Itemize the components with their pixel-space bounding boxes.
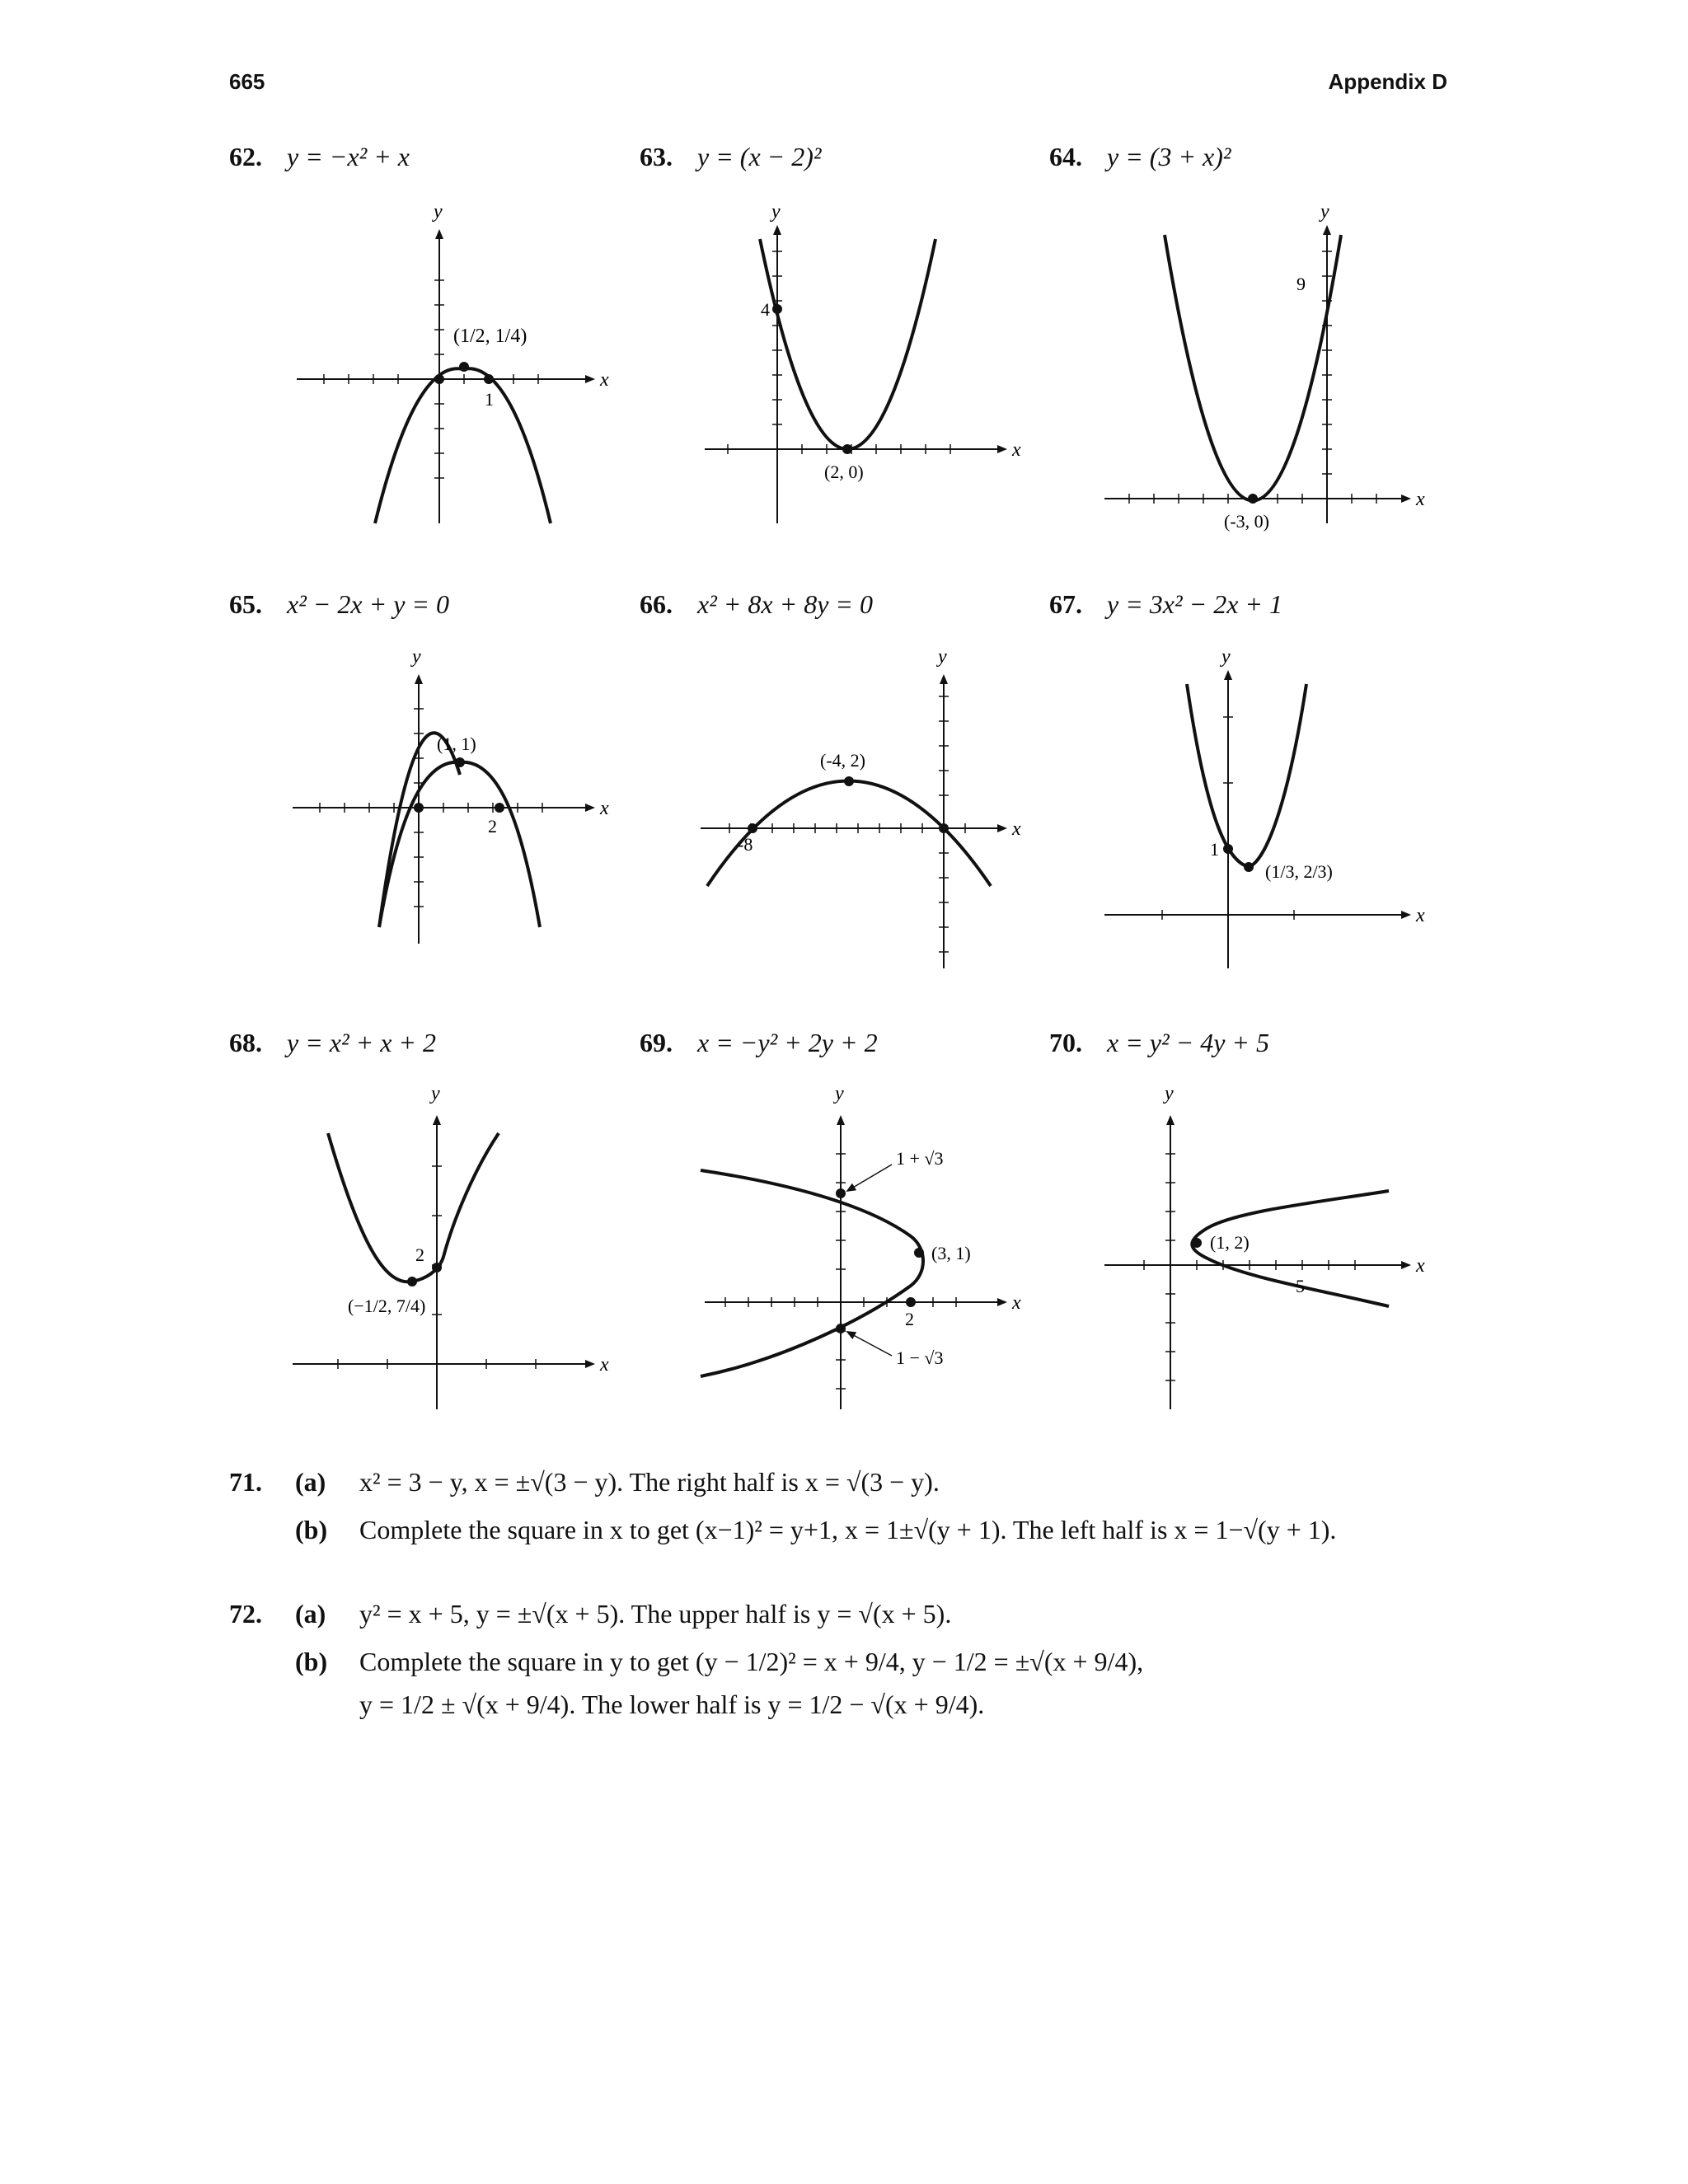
part-text: y² = x + 5, y = ±√(x + 5). The upper half is y = √(x + 5).: [359, 1599, 952, 1629]
parabola-curve: [375, 368, 551, 523]
point: [484, 374, 494, 384]
vertex-label: (-3, 0): [1224, 511, 1269, 532]
problem-68: [229, 1028, 436, 1058]
intercept-label: 1: [485, 389, 494, 410]
problem-equation: y = x² + x + 2: [287, 1028, 436, 1057]
vertex-point: [844, 776, 854, 786]
intercept-label: 5: [1296, 1276, 1305, 1296]
point: [836, 1324, 846, 1333]
vertex-label: (1, 1): [437, 733, 476, 754]
parabola-curve: [1165, 235, 1341, 501]
problem-equation: x = −y² + 2y + 2: [697, 1028, 878, 1057]
intercept-label: 4: [761, 299, 770, 320]
x-axis-label: x: [1012, 439, 1021, 461]
point: [1223, 844, 1233, 854]
answer-72: [229, 1599, 1465, 1722]
y-axis-label: y: [431, 1083, 440, 1104]
part-text: y = 1/2 ± √(x + 9/4). The lower half is y = 1/2 − √(x + 9/4).: [359, 1690, 985, 1719]
parabola-curve: [328, 1133, 499, 1282]
part-label: (b): [295, 1515, 328, 1544]
x-axis-label: x: [1416, 1255, 1425, 1277]
problem-number: 66.: [640, 589, 673, 619]
point: [432, 1263, 442, 1272]
vertex-label: (−1/2, 7/4): [348, 1296, 426, 1316]
problem-number: 64.: [1049, 142, 1082, 171]
part-text: Complete the square in x to get (x−1)² = y+1, x = 1±√(y + 1). The left half is x = 1−√(y + 1).: [359, 1515, 1337, 1544]
vertex-label: (1/3, 2/3): [1265, 861, 1333, 882]
problem-equation: y = 3x² − 2x + 1: [1107, 589, 1282, 619]
y-axis-label: y: [771, 201, 781, 223]
x-axis-label: x: [1416, 905, 1425, 926]
parabola-curve: [760, 239, 935, 449]
point: [836, 1188, 846, 1198]
x-axis-label: x: [600, 369, 609, 391]
intercept-label: 2: [905, 1309, 914, 1329]
y-axis-label: y: [1320, 201, 1329, 223]
vertex-point: [842, 444, 852, 454]
problem-69: [640, 1028, 878, 1058]
part-label: (a): [295, 1599, 326, 1629]
parabola-curve: [1187, 684, 1306, 867]
graph-70: [1104, 1080, 1434, 1418]
answer-number: 71.: [229, 1467, 262, 1497]
intercept-label: 1: [1210, 839, 1219, 860]
x-axis-label: x: [600, 1354, 609, 1376]
problem-equation: y = −x² + x: [287, 142, 410, 171]
x-axis-label: x: [600, 798, 609, 819]
vertex-point: [407, 1277, 417, 1286]
point: [939, 823, 949, 833]
intercept-label: 2: [415, 1244, 424, 1265]
part-label: (b): [295, 1647, 328, 1676]
graph-63: [701, 198, 1030, 527]
intercept-label: 2: [488, 816, 497, 837]
graph-65: [288, 643, 618, 972]
point: [434, 374, 444, 384]
point: [748, 823, 757, 833]
intercept-label: 9: [1296, 274, 1306, 294]
vertex-point: [1192, 1238, 1202, 1248]
graph-68: [288, 1080, 618, 1418]
x-axis-label: x: [1012, 1292, 1021, 1314]
problem-equation: x² + 8x + 8y = 0: [697, 589, 873, 619]
part-text: Complete the square in y to get (y − 1/2)² = x + 9/4, y − 1/2 = ±√(x + 9/4),: [359, 1647, 1144, 1676]
point: [495, 803, 504, 813]
x-axis-label: x: [1012, 818, 1021, 840]
graph-67: [1104, 643, 1434, 981]
problem-number: 63.: [640, 142, 673, 171]
problem-number: 68.: [229, 1028, 262, 1057]
problem-equation: y = (3 + x)²: [1107, 142, 1231, 171]
problem-64: [1049, 142, 1231, 172]
problem-number: 69.: [640, 1028, 673, 1057]
y-axis-label: y: [1165, 1083, 1174, 1104]
graph-66: [701, 643, 1030, 981]
problem-63: [640, 142, 822, 172]
problem-equation: y = (x − 2)²: [697, 142, 822, 171]
vertex-point: [914, 1248, 924, 1258]
problem-number: 62.: [229, 142, 262, 171]
problem-65: [229, 589, 449, 620]
problem-66: [640, 589, 873, 620]
problem-62: [229, 142, 410, 172]
vertex-label: (1/2, 1/4): [453, 326, 528, 347]
graph-69: [701, 1080, 1039, 1418]
page-number: 665: [229, 69, 265, 94]
point: [414, 803, 424, 813]
part-text: x² = 3 − y, x = ±√(3 − y). The right half is x = √(3 − y).: [359, 1467, 940, 1497]
graph-62: [288, 198, 618, 527]
answer-71: [229, 1467, 1465, 1544]
vertex-label: (3, 1): [931, 1243, 971, 1263]
part-label: (a): [295, 1467, 326, 1497]
upper-label: 1 + √3: [896, 1148, 944, 1169]
problem-equation: x² − 2x + y = 0: [287, 589, 449, 619]
intercept-label: -8: [738, 834, 753, 855]
y-axis-label: y: [1221, 646, 1231, 668]
y-axis-label: y: [938, 646, 947, 668]
problem-number: 70.: [1049, 1028, 1082, 1057]
problem-equation: x = y² − 4y + 5: [1107, 1028, 1269, 1057]
point: [906, 1297, 916, 1307]
problem-70: [1049, 1028, 1269, 1058]
point: [772, 304, 782, 314]
vertex-label: (2, 0): [824, 462, 864, 482]
y-axis-label: y: [835, 1083, 844, 1104]
section-title: Appendix D: [1328, 69, 1447, 94]
answer-number: 72.: [229, 1599, 262, 1629]
parabola-curve: [701, 1170, 923, 1376]
y-axis-label: y: [412, 646, 421, 668]
x-axis-label: x: [1416, 489, 1425, 510]
problem-67: [1049, 589, 1282, 620]
lower-label: 1 − √3: [896, 1347, 944, 1368]
y-axis-label: y: [434, 201, 443, 223]
vertex-point: [455, 757, 465, 767]
vertex-point: [1248, 494, 1258, 504]
problem-number: 67.: [1049, 589, 1082, 619]
vertex-label: (1, 2): [1210, 1232, 1250, 1253]
problem-number: 65.: [229, 589, 262, 619]
graph-64: [1104, 198, 1434, 536]
vertex-point: [459, 362, 469, 372]
vertex-point: [1244, 862, 1254, 872]
vertex-label: (-4, 2): [820, 750, 865, 771]
